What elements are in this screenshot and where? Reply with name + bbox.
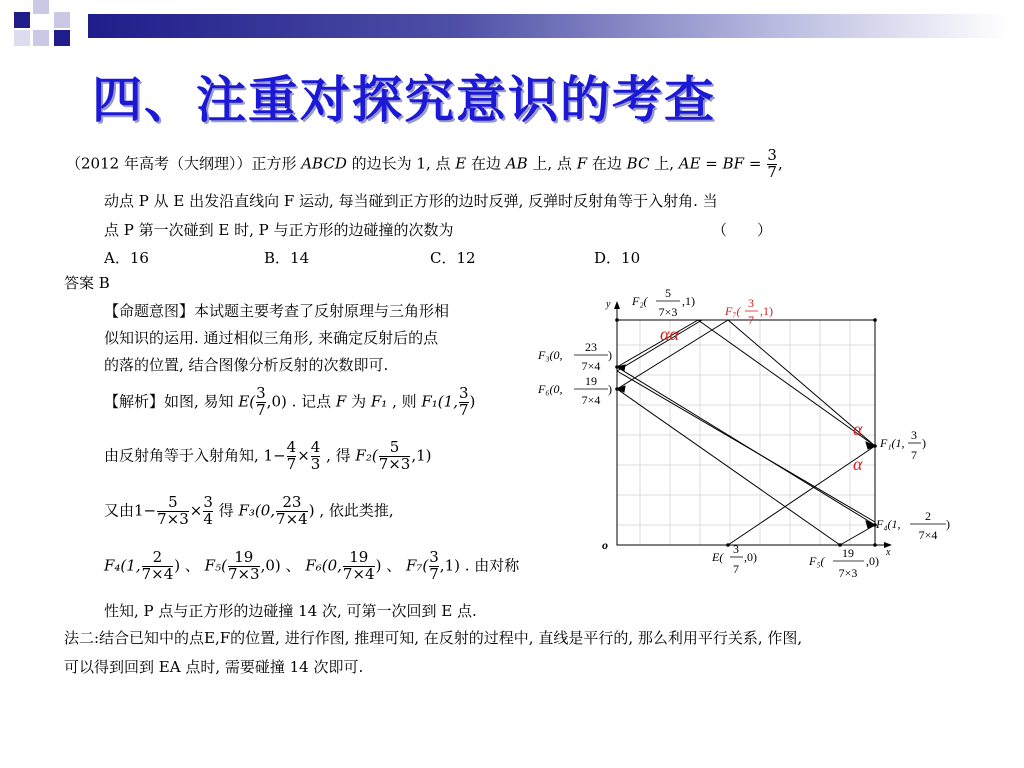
question-line-2: 动点 P 从 E 出发沿直线向 F 运动, 每当碰到正方形的边时反弹, 反弹时反射角等于入射角. 当 [104, 192, 718, 210]
analysis-line-4: F₄(1, $\frac{2}{7\times 4}$ ) 、 F₅( $\frac{19}{7\times 3}$ ,0) 、 F₆(0, $\frac{19}{7\times 4}$ ) 、 F₇( $\frac{3}{7}$ ,1) . 由对称 [104, 548, 520, 583]
svg-text:2: 2 [925, 509, 931, 523]
alpha-marker-upper: α [853, 419, 863, 439]
svg-text:): ) [608, 382, 612, 396]
option-c: C．12 [430, 249, 476, 267]
header-bar [88, 14, 1008, 38]
svg-text:7×3: 7×3 [838, 566, 858, 580]
svg-text:23: 23 [585, 340, 597, 354]
axis-x-label: x [886, 547, 891, 558]
svg-text:F₇(: F₇( [725, 304, 741, 318]
svg-text:F₁(1,: F₁(1, [880, 436, 905, 450]
label-F6 [537, 374, 612, 407]
alpha-marker-lower: α [853, 454, 863, 474]
analysis-line-2: 由反射角等于入射角知, 1− $\frac{4}{7}$ × $\frac{4}{3}$ , 得 F₂( $\frac{5}{7\times 3}$ ,1) [104, 438, 432, 473]
label-F3 [537, 340, 612, 373]
svg-text:7×4: 7×4 [581, 393, 601, 407]
svg-text:): ) [608, 348, 612, 362]
label-F4 [875, 509, 950, 542]
svg-text:7×3: 7×3 [658, 305, 678, 319]
alpha-double-marker: αα [660, 324, 679, 344]
question-line-3: 点 P 第一次碰到 E 时, P 与正方形的边碰撞的次数为 [104, 221, 454, 239]
label-E [711, 542, 757, 576]
option-b: B．14 [264, 249, 310, 267]
answer-text: 答案 B [64, 274, 110, 292]
svg-text:F₂(: F₂( [632, 294, 648, 308]
label-F1 [879, 428, 926, 462]
svg-text:3: 3 [748, 296, 754, 310]
svg-text:7×4: 7×4 [918, 528, 938, 542]
analysis-line-3: 又由1− $\frac{5}{7\times 3}$ × $\frac{3}{4}$ 得 F₃(0, $\frac{23}{7\times 4}$ ) , 依此类推, [104, 493, 394, 528]
point-labels [537, 286, 950, 580]
question-line-1: （2012 年高考（大纲理））正方形 ABCD 的边长为 1, 点 E 在边 AB 上, 点 F 在边 BC 上, AE = BF = $\frac{3}{7}$ , [66, 146, 783, 181]
svg-text:F₆(0,: F₆(0, [538, 382, 563, 396]
reflection-diagram [530, 285, 970, 590]
svg-text:7: 7 [733, 562, 739, 576]
svg-text:,1): ,1) [682, 294, 695, 308]
intent-line-3: 的落的位置, 结合图像分析反射的次数即可. [104, 356, 389, 374]
method2-line-1: 法二:结合已知中的点E,F的位置, 进行作图, 推理可知, 在反射的过程中, 直线是平行的, 那么利用平行关系, 作图, [64, 629, 803, 647]
svg-text:F₅(: F₅( [809, 554, 825, 568]
analysis-line-5: 性知, P 点与正方形的边碰撞 14 次, 可第一次回到 E 点. [104, 602, 477, 620]
svg-text:E(: E( [712, 550, 724, 564]
svg-text:): ) [946, 517, 950, 531]
option-d: D．10 [594, 249, 641, 267]
option-a: A．16 [104, 249, 149, 267]
svg-text:,0): ,0) [744, 550, 757, 564]
svg-text:19: 19 [585, 374, 597, 388]
analysis-line-1: 【解析】如图, 易知 E( $\frac{3}{7}$ ,0) . 记点 F 为 F₁ , 则 F₁(1, $\frac{3}{7}$ ) [104, 384, 476, 419]
origin-label: o [602, 538, 608, 552]
svg-text:3: 3 [911, 428, 917, 442]
method2-line-2: 可以得到回到 EA 点时, 需要碰撞 14 次即可. [64, 658, 364, 676]
label-F2 [631, 286, 695, 319]
svg-text:): ) [922, 436, 926, 450]
page-title: 四、注重对探究意识的考查 [92, 71, 716, 129]
reflection-path [617, 320, 875, 545]
svg-text:3: 3 [733, 542, 739, 556]
svg-text:19: 19 [842, 546, 854, 560]
svg-text:5: 5 [665, 286, 671, 300]
label-F5 [808, 546, 879, 580]
intent-line-2: 似知识的运用. 通过相似三角形, 来确定反射后的点 [104, 329, 439, 347]
svg-text:7: 7 [911, 448, 917, 462]
intent-line-1: 【命题意图】本试题主要考查了反射原理与三角形相 [104, 302, 450, 320]
svg-text:7×4: 7×4 [581, 359, 601, 373]
svg-text:,0): ,0) [866, 554, 879, 568]
axis-y-label: y [606, 299, 611, 310]
svg-text:F₄(1,: F₄(1, [876, 517, 901, 531]
svg-text:7: 7 [748, 313, 754, 327]
answer-paren: （ ） [712, 221, 773, 239]
svg-text:,1): ,1) [760, 304, 773, 318]
svg-text:F₃(0,: F₃(0, [538, 348, 563, 362]
